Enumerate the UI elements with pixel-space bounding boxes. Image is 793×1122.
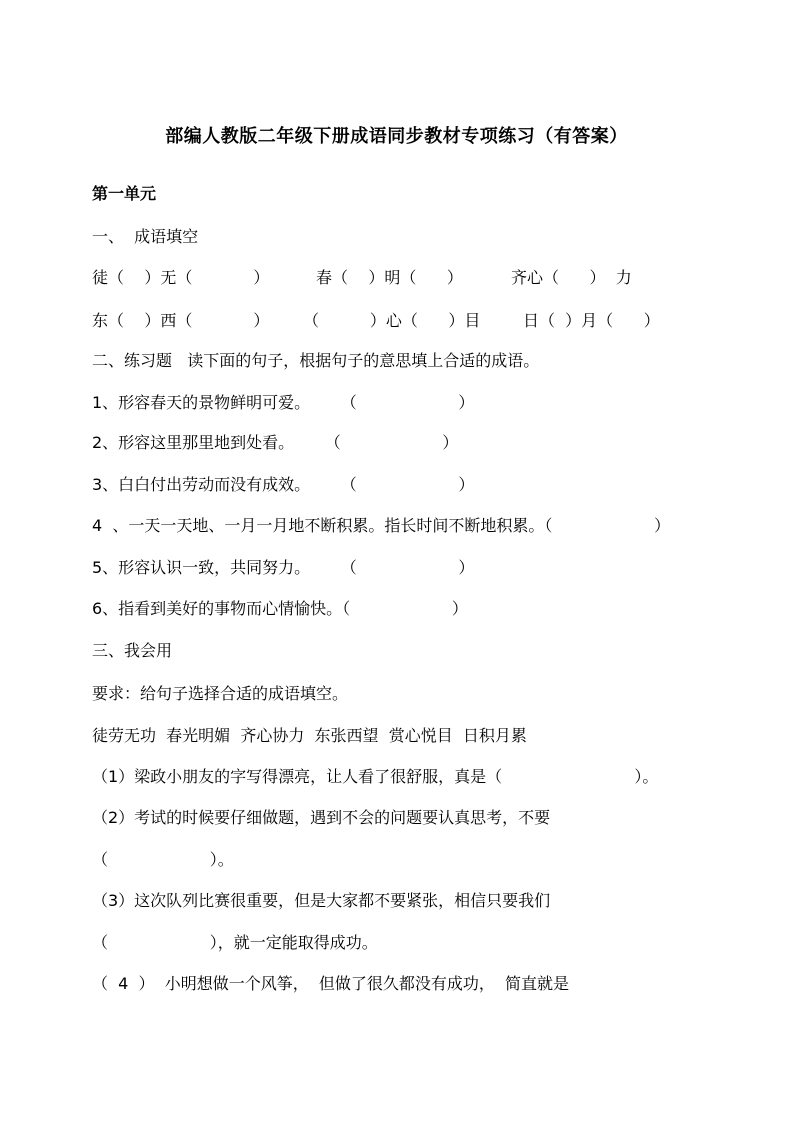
- exercise-item: 2、形容这里那里地到处看。 （ ）: [92, 433, 459, 452]
- usage-question-continued: （ ），就一定能取得成功。: [92, 933, 378, 952]
- exercise-item: 3、白白付出劳动而没有成效。 （ ）: [92, 475, 475, 494]
- fill-blank-item: 东（ ）西（ ）: [92, 311, 270, 330]
- exercise-item: 5、形容认识一致，共同努力。 （ ）: [92, 558, 475, 577]
- fill-blank-item: 徒（ ）无（ ）: [92, 268, 270, 287]
- fill-blank-item: 春（ ）明（ ）: [316, 268, 463, 287]
- idiom-word-bank: 徒劳无功 春光明媚 齐心协力 东张西望 赏心悦目 日积月累: [92, 726, 527, 745]
- fill-blank-item: 日（ ）月（ ）: [523, 311, 660, 330]
- usage-question: （2）考试的时候要仔细做题，遇到不会的问题要认真思考，不要: [92, 808, 551, 827]
- fill-blank-item: （ ）心（ ）目: [303, 311, 481, 330]
- exercise-item: 6、指看到美好的事物而心情愉快。（ ）: [92, 599, 468, 618]
- section3-heading: 三、我会用: [92, 641, 173, 660]
- usage-question: （1）梁政小朋友的字写得漂亮，让人看了很舒服，真是（ ）。: [92, 767, 659, 786]
- usage-question-continued: （ ）。: [92, 850, 234, 869]
- section3-requirement: 要求：给句子选择合适的成语填空。: [92, 684, 349, 703]
- usage-question: （ 4 ） 小明想做一个风筝， 但做了很久都没有成功， 简直就是: [92, 974, 570, 993]
- unit-heading: 第一单元: [92, 184, 157, 203]
- section1-heading: 一、 成语填空: [92, 227, 199, 246]
- fill-blank-item: 齐心（ ） 力: [511, 268, 632, 287]
- exercise-item: 1、形容春天的景物鲜明可爱。 （ ）: [92, 393, 475, 412]
- exercise-item: 4 、一天一天地、一月一月地不断积累。指长时间不断地积累。（ ）: [92, 516, 671, 535]
- page-title: 部编人教版二年级下册成语同步教材专项练习（有答案）: [165, 126, 628, 147]
- usage-question: （3）这次队列比赛很重要，但是大家都不要紧张，相信只要我们: [92, 891, 551, 910]
- section2-heading: 二、练习题 读下面的句子，根据句子的意思填上合适的成语。: [92, 351, 540, 370]
